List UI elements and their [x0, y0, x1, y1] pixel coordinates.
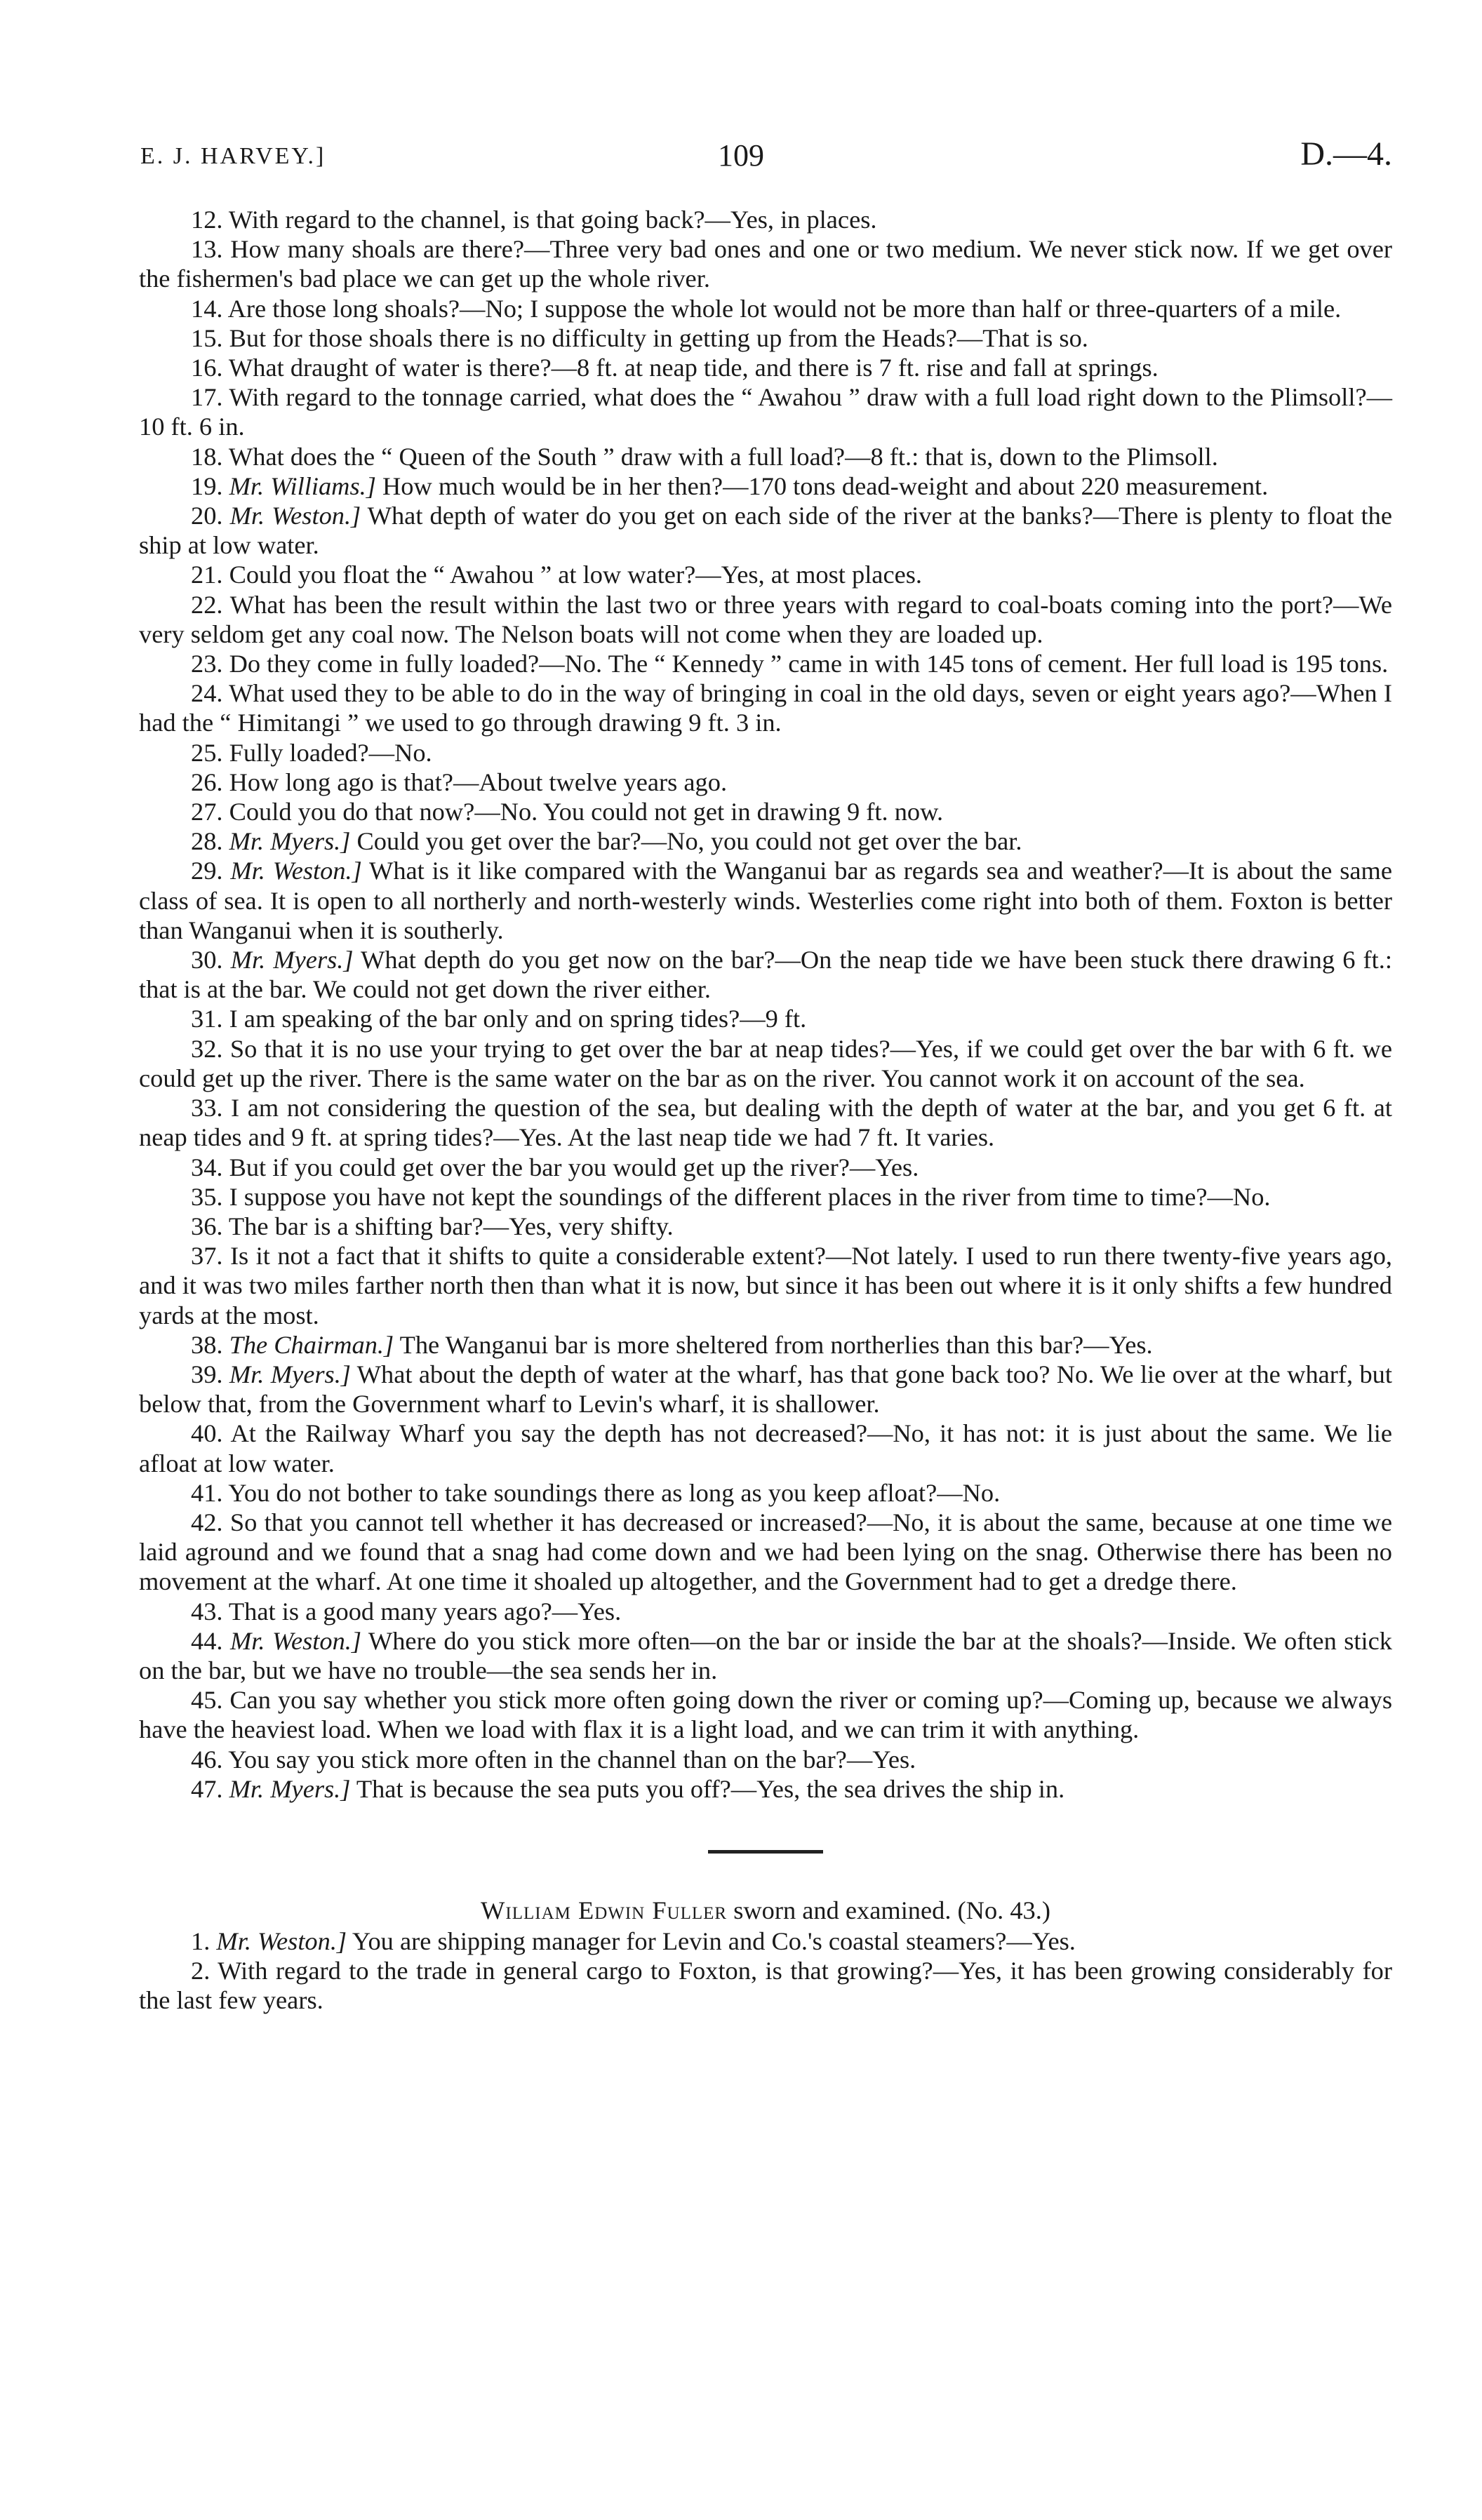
question-answer-paragraph [139, 323, 1392, 353]
paragraph-text: 35. I suppose you have not kept the soundings of the different places in the river from time to time?—No. [191, 1182, 1271, 1211]
question-answer-paragraph [139, 234, 1392, 293]
question-answer-paragraph [139, 826, 1392, 856]
paragraph-text: 43. That is a good many years ago?—Yes. [191, 1597, 622, 1626]
question-answer-paragraph [139, 649, 1392, 678]
paragraph-text: 15. But for those shoals there is no difficulty in getting up from the Heads?—That is so. [191, 323, 1088, 352]
question-answer-paragraph [139, 738, 1392, 768]
paragraph-text: 40. At the Railway Wharf you say the depth has not decreased?—No, it has not: it is just about the same. We lie afloat at low water. [139, 1419, 1392, 1477]
paragraph-text: Could you get over the bar?—No, you could not get over the bar. [350, 827, 1022, 856]
question-number: 29. [191, 857, 231, 885]
paragraph-text: 24. What used they to be able to do in the way of bringing in coal in the old days, seven or eight years ago?—When I had the “ Himitangi ” we used to go through drawing 9 ft. 3 in. [139, 679, 1392, 737]
question-answer-paragraph [139, 768, 1392, 797]
paragraph-text: 13. How many shoals are there?—Three very bad ones and one or two medium. We never stick now. If we get over the fishermen's bad place we can get up the whole river. [139, 235, 1392, 293]
question-number: 38. [191, 1330, 229, 1359]
paragraph-text: 26. How long ago is that?—About twelve years ago. [191, 768, 728, 796]
paragraph-text: What is it like compared with the Wanganui bar as regards sea and weather?—It is about the same class of sea. It is open to all northerly and north-westerly winds. Westerlies come right into both of them. Foxton is better than Wanganui when it is southerly. [139, 857, 1392, 944]
question-answer-paragraph [139, 471, 1392, 501]
question-answer-paragraph [139, 1093, 1392, 1152]
question-answer-paragraph [139, 294, 1392, 323]
question-answer-paragraph [139, 1182, 1392, 1212]
speaker-label: The Chairman.] [229, 1330, 394, 1359]
question-answer-paragraph [139, 1241, 1392, 1330]
question-answer-paragraph [139, 560, 1392, 589]
paragraph-text: 46. You say you stick more often in the channel than on the bar?—Yes. [191, 1745, 916, 1774]
paragraph-text: 16. What draught of water is there?—8 ft. at neap tide, and there is 7 ft. rise and fall at springs. [191, 354, 1159, 382]
question-answer-paragraph [139, 1956, 1392, 2015]
question-number: 39. [191, 1360, 229, 1388]
witness-heading-rest: sworn and examined. (No. 43.) [727, 1896, 1050, 1924]
question-answer-paragraph [139, 1508, 1392, 1597]
paragraph-text: What about the depth of water at the wharf, has that gone back too? No. We lie over at the wharf, but below that, from the Government wharf to Levin's wharf, it is shallower. [139, 1360, 1392, 1419]
question-number: 30. [191, 946, 231, 974]
question-answer-paragraph [139, 1626, 1392, 1685]
speaker-label: Mr. Weston.] [229, 1626, 362, 1655]
speaker-label: Mr. Weston.] [216, 1926, 347, 1955]
question-answer-paragraph [139, 1774, 1392, 1804]
question-number: 20. [191, 502, 230, 530]
question-answer-paragraph [139, 501, 1392, 560]
speaker-label: Mr. Weston.] [230, 857, 362, 885]
paragraph-text: 37. Is it not a fact that it shifts to quite a considerable extent?—Not lately. I used to run there twenty-five years ago, and it was two miles farther north then than what it is now, but since it has been out where it is it only shifts a few hundred yards at the most. [139, 1242, 1392, 1329]
paragraph-text: The Wanganui bar is more sheltered from northerlies than this bar?—Yes. [394, 1330, 1153, 1359]
question-number: 19. [191, 471, 229, 500]
paragraph-text: 32. So that it is no use your trying to get over the bar at neap tides?—Yes, if we could get over the bar with 6 ft. we could get up the river. There is the same water on the bar as on the river. You cannot work it on account of the sea. [139, 1034, 1392, 1092]
header-witness-name: E. J. HARVEY.] [140, 143, 326, 169]
question-answer-paragraph [139, 1212, 1392, 1241]
question-answer-paragraph [139, 1034, 1392, 1093]
question-answer-paragraph [139, 1597, 1392, 1626]
question-answer-paragraph [139, 590, 1392, 649]
question-answer-paragraph [139, 1478, 1392, 1508]
examination-section-fuller [139, 1926, 1392, 2016]
question-answer-paragraph [139, 1926, 1392, 1956]
paragraph-text: 34. But if you could get over the bar you would get up the river?—Yes. [191, 1153, 919, 1181]
paragraph-text: 23. Do they come in fully loaded?—No. The “ Kennedy ” came in with 145 tons of cement. Her full load is 195 tons. [191, 650, 1389, 678]
paragraph-text: What depth of water do you get on each side of the river at the banks?—There is plenty to float the ship at low water. [139, 502, 1392, 560]
question-answer-paragraph [139, 442, 1392, 471]
speaker-label: Mr. Myers.] [229, 1360, 351, 1388]
paragraph-text: 33. I am not considering the question of the sea, but dealing with the depth of water at the bar, and you get 6 ft. at neap tides and 9 ft. at spring tides?—Yes. At the last neap tide we had 7 ft. It varies. [139, 1094, 1392, 1152]
question-answer-paragraph [139, 1360, 1392, 1419]
witness-heading [139, 1896, 1392, 1925]
question-number: 28. [191, 827, 229, 856]
question-number: 1. [191, 1926, 217, 1955]
question-answer-paragraph [139, 382, 1392, 441]
paragraph-text: 42. So that you cannot tell whether it has decreased or increased?—No, it is about the same, because at one time we laid aground and we found that a snag had come down and we had been lying on the snag. Otherwise there has been no movement at the wharf. At one time it shoaled up altogether, and the Government had to get a dredge there. [139, 1508, 1392, 1596]
paragraph-text: 12. With regard to the channel, is that going back?—Yes, in places. [191, 206, 877, 234]
paragraph-text: That is because the sea puts you off?—Yes, the sea drives the ship in. [350, 1774, 1065, 1803]
question-answer-paragraph [139, 797, 1392, 826]
question-answer-paragraph [139, 205, 1392, 234]
paragraph-text: How much would be in her then?—170 tons dead-weight and about 220 measurement. [375, 471, 1269, 500]
question-answer-paragraph [139, 678, 1392, 737]
speaker-label: Mr. Williams.] [229, 471, 376, 500]
section-divider [708, 1850, 823, 1854]
paragraph-text: 22. What has been the result within the last two or three years with regard to coal-boats coming into the port?—We very seldom get any coal now. The Nelson boats will not come when they are loaded up. [139, 590, 1392, 648]
document-reference: D.—4. [1300, 135, 1392, 173]
question-answer-paragraph [139, 1745, 1392, 1774]
question-answer-paragraph [139, 353, 1392, 382]
examination-section-harvey [139, 205, 1392, 1804]
paragraph-text: 21. Could you float the “ Awahou ” at low water?—Yes, at most places. [191, 561, 923, 589]
question-number: 44. [191, 1626, 230, 1655]
document-body [139, 205, 1392, 2016]
paragraph-text: 18. What does the “ Queen of the South ” draw with a full load?—8 ft.: that is, down to the Plimsoll. [191, 442, 1218, 471]
question-answer-paragraph [139, 1685, 1392, 1744]
paragraph-text: 14. Are those long shoals?—No; I suppose the whole lot would not be more than half or three-quarters of a mile. [191, 294, 1342, 323]
paragraph-text: 27. Could you do that now?—No. You could not get in drawing 9 ft. now. [191, 798, 944, 826]
speaker-label: Mr. Weston.] [229, 502, 361, 530]
question-answer-paragraph [139, 945, 1392, 1004]
speaker-label: Mr. Myers.] [230, 946, 354, 974]
question-answer-paragraph [139, 1153, 1392, 1182]
paragraph-text: You are shipping manager for Levin and Co.'s coastal steamers?—Yes. [347, 1926, 1076, 1955]
question-answer-paragraph [139, 1419, 1392, 1477]
question-answer-paragraph [139, 1330, 1392, 1360]
question-answer-paragraph [139, 1004, 1392, 1033]
paragraph-text: 17. With regard to the tonnage carried, what does the “ Awahou ” draw with a full load right down to the Plimsoll?—10 ft. 6 in. [139, 383, 1392, 441]
page-number: 109 [718, 138, 764, 173]
paragraph-text: 41. You do not bother to take soundings there as long as you keep afloat?—No. [191, 1478, 1001, 1507]
speaker-label: Mr. Myers.] [229, 1774, 351, 1803]
paragraph-text: What depth do you get now on the bar?—On the neap tide we have been stuck there drawing 6 ft.: that is at the bar. We could not get down the river either. [139, 946, 1392, 1004]
speaker-label: Mr. Myers.] [229, 827, 351, 856]
paragraph-text: 45. Can you say whether you stick more often going down the river or coming up?—Coming up, because we always have the heaviest load. When we load with flax it is a light load, and we can trim it with anything. [139, 1686, 1392, 1744]
question-answer-paragraph [139, 856, 1392, 945]
paragraph-text: 2. With regard to the trade in general cargo to Foxton, is that growing?—Yes, it has been growing considerably for the last few years. [139, 1957, 1392, 2015]
witness-name: William Edwin Fuller [481, 1896, 728, 1924]
paragraph-text: 36. The bar is a shifting bar?—Yes, very shifty. [191, 1212, 674, 1240]
question-number: 47. [191, 1774, 229, 1803]
paragraph-text: 25. Fully loaded?—No. [191, 738, 432, 767]
paragraph-text: 31. I am speaking of the bar only and on spring tides?—9 ft. [191, 1005, 807, 1033]
paragraph-text: Where do you stick more often—on the bar or inside the bar at the shoals?—Inside. We often stick on the bar, but we have no trouble—the sea sends her in. [139, 1626, 1392, 1684]
